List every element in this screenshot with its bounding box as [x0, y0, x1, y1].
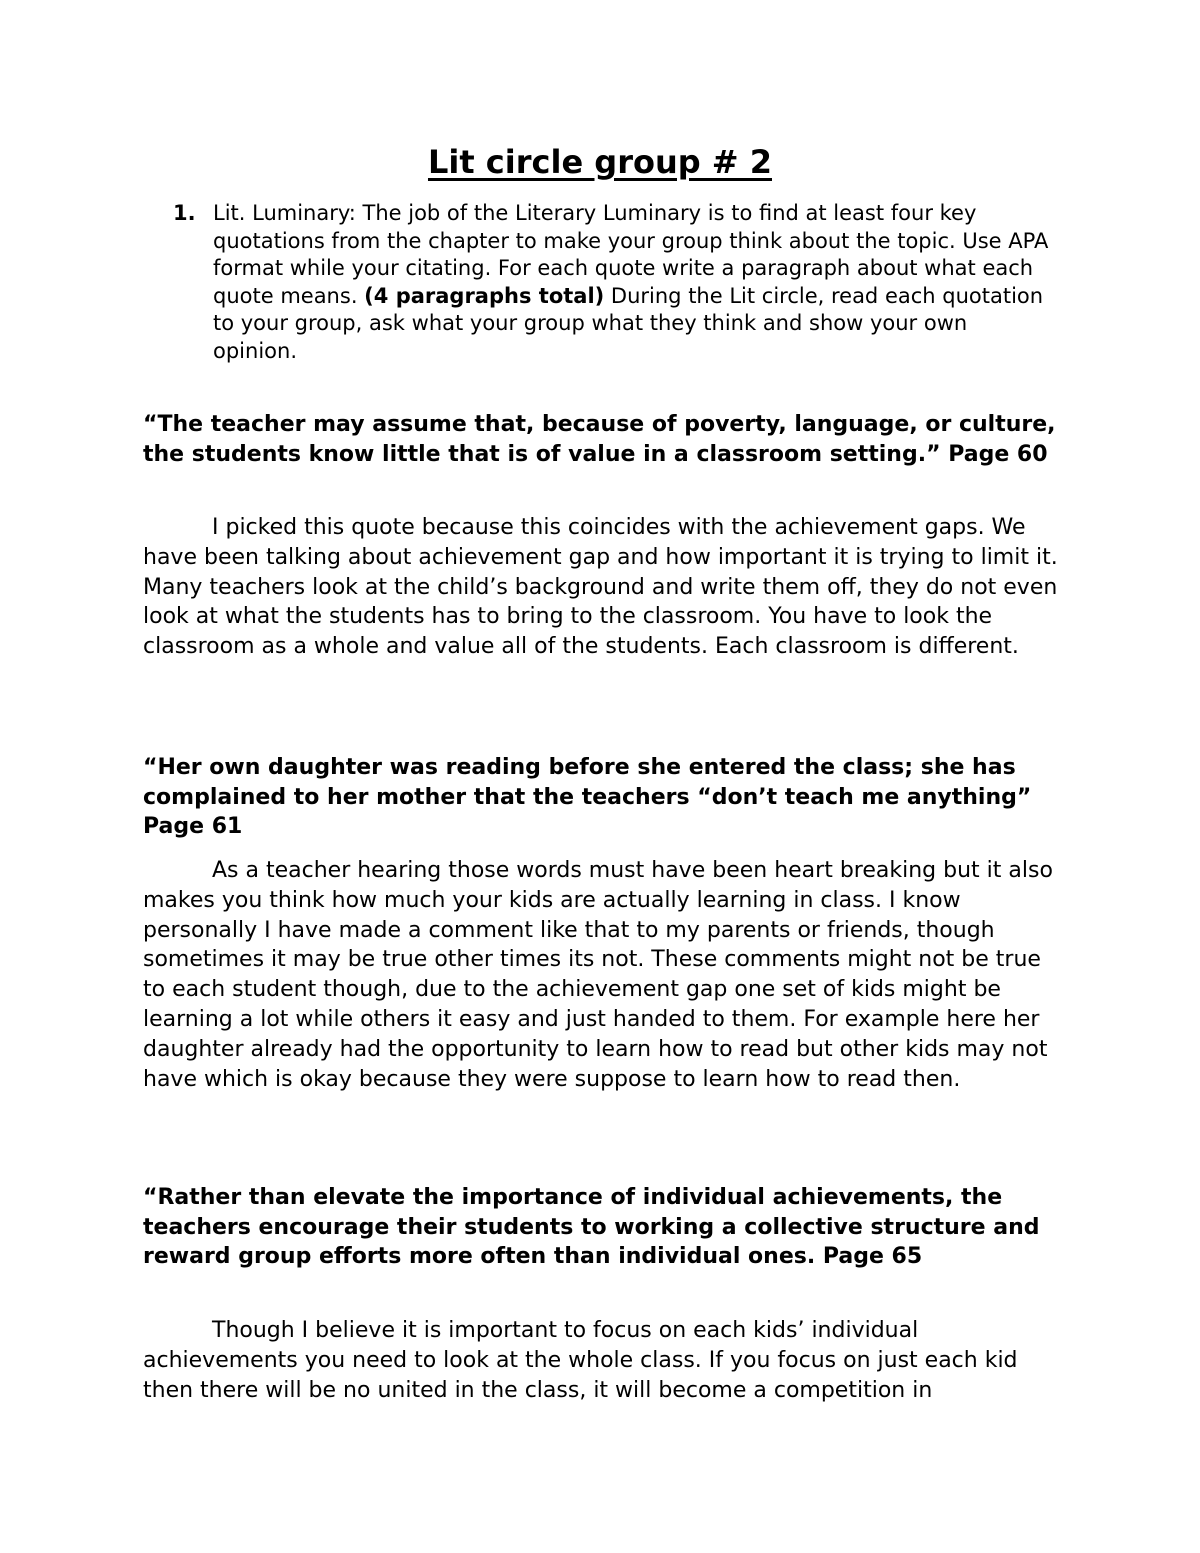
response-1: I picked this quote because this coincides with the achievement gaps. We have been talking about achievement gap and how important it is trying to limit it. Many teachers look at the child’s background and write them off, they do not even look at what the students has to bring to the classroom. You have to look the classroom as a whole and value all of the students. Each classroom is different. [143, 515, 1058, 660]
quote-1: “The teacher may assume that, because of poverty, language, or culture, the students know little that is of value in a classroom setting.” Page 60 [143, 412, 1056, 467]
page-title: Lit circle group # 2 [427, 143, 772, 181]
list-number: 1. [173, 201, 196, 225]
instruction-bold-text: (4 paragraphs total) [364, 283, 605, 308]
quote-2: “Her own daughter was reading before she entered the class; she has complained to her mother that the teachers “don’t teach me anything” Page 61 [143, 755, 1032, 840]
instruction-text-start: Lit. Luminary: The job of the Literary Luminary is to find at least four key quotations from the chapter to make your group think about the topic. Use APA format while your citating. For each quote write a paragraph about what each quote means. [213, 201, 1049, 308]
instruction-text-end: During the Lit circle, read each quotation to your group, ask what your group what they think and show your own opinion. [213, 283, 1044, 363]
instruction-list [173, 200, 1053, 366]
quote-3: “Rather than elevate the importance of individual achievements, the teachers encourage their students to working a collective structure and reward group efforts more often than individual ones. Page 65 [143, 1185, 1040, 1270]
instruction-text [213, 200, 1053, 366]
response-2: As a teacher hearing those words must have been heart breaking but it also makes you think how much your kids are actually learning in class. I know personally I have made a comment like that to my parents or friends, though sometimes it may be true other times its not. These comments might not be true to each student though, due to the achievement gap one set of kids might be learning a lot while others it easy and just handed to them. For example here her daughter already had the opportunity to learn how to read but other kids may not have which is okay because they were suppose to learn how to read then. [143, 858, 1053, 1092]
response-3: Though I believe it is important to focus on each kids’ individual achievements you need to look at the whole class. If you focus on just each kid then there will be no united in the class, it will become a competition in [143, 1318, 1018, 1403]
